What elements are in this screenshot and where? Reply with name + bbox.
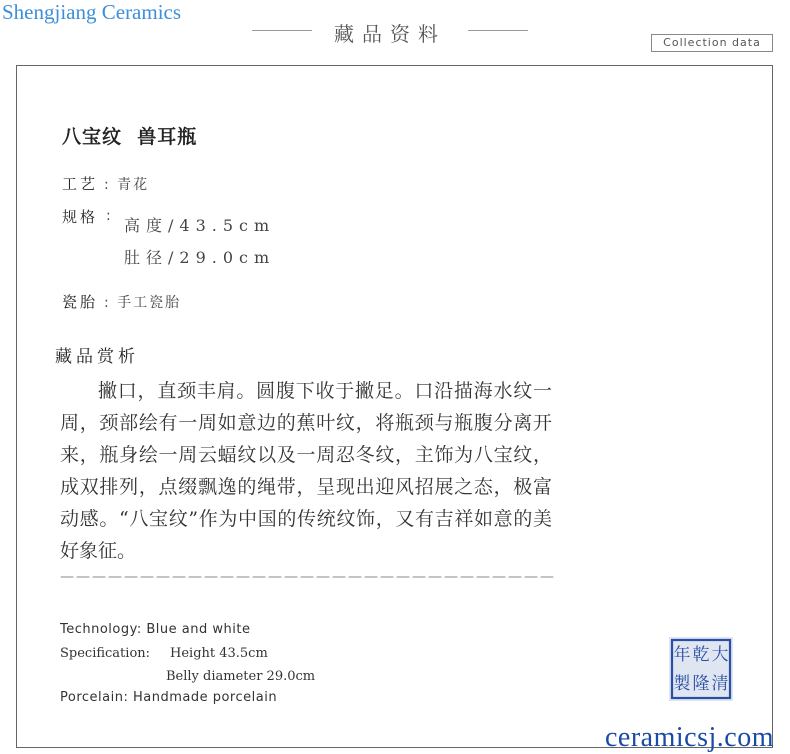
imperial-seal-mark — [669, 637, 733, 701]
appreciation-text: 撇口，直颈丰肩。圆腹下收于撇足。口沿描海水纹一周，颈部绘有一周如意边的蕉叶纹，将瓶颈与瓶腹分离开来，瓶身绘一周云蝠纹以及一周忍冬纹，主饰为八宝纹，成双排列，点缀飘逸的绳带，呈现出迎风招展之态，极富动感。“八宝纹”作为中国的传统纹饰，又有吉祥如意的美好象征。 — [60, 380, 552, 562]
english-porcelain: Porcelain: Handmade porcelain — [60, 690, 278, 705]
header-title: 藏品资料 — [334, 22, 446, 46]
watermark-bottom: ceramicsj.com — [605, 722, 774, 753]
english-technology: Technology: Blue and white — [60, 622, 251, 637]
spec-label: 规格 — [62, 208, 99, 226]
technology-value: : 青花 — [104, 177, 150, 193]
english-spec-belly: Belly diameter 29.0cm — [166, 669, 316, 684]
product-title: 八宝纹 兽耳瓶 — [62, 126, 198, 148]
seal-char-1: 大 — [711, 645, 729, 665]
seal-char-6: 製 — [673, 674, 691, 694]
english-spec-label: Specification: — [60, 646, 151, 661]
header-line-right — [468, 30, 528, 31]
spec-colon: : — [106, 208, 113, 224]
appreciation-title: 藏品赏析 — [55, 347, 139, 367]
watermark-top: Shengjiang Ceramics — [2, 0, 182, 24]
header-line-left — [252, 30, 312, 31]
seal-char-5: 年 — [673, 645, 691, 665]
collection-data-badge: Collection data — [651, 34, 773, 52]
seal-char-3: 乾 — [692, 645, 710, 665]
porcelain-value: : 手工瓷胎 — [104, 295, 182, 311]
seal-char-4: 隆 — [692, 674, 710, 694]
spec-height: 高度/43.5cm — [124, 216, 276, 235]
seal-char-2: 清 — [711, 674, 729, 694]
spec-belly: 肚径/29.0cm — [124, 248, 276, 267]
english-spec-height: Height 43.5cm — [170, 646, 268, 661]
divider: ——————————————————————————————— — [60, 569, 556, 585]
technology-label: 工艺 — [62, 175, 99, 193]
porcelain-label: 瓷胎 — [62, 293, 99, 311]
